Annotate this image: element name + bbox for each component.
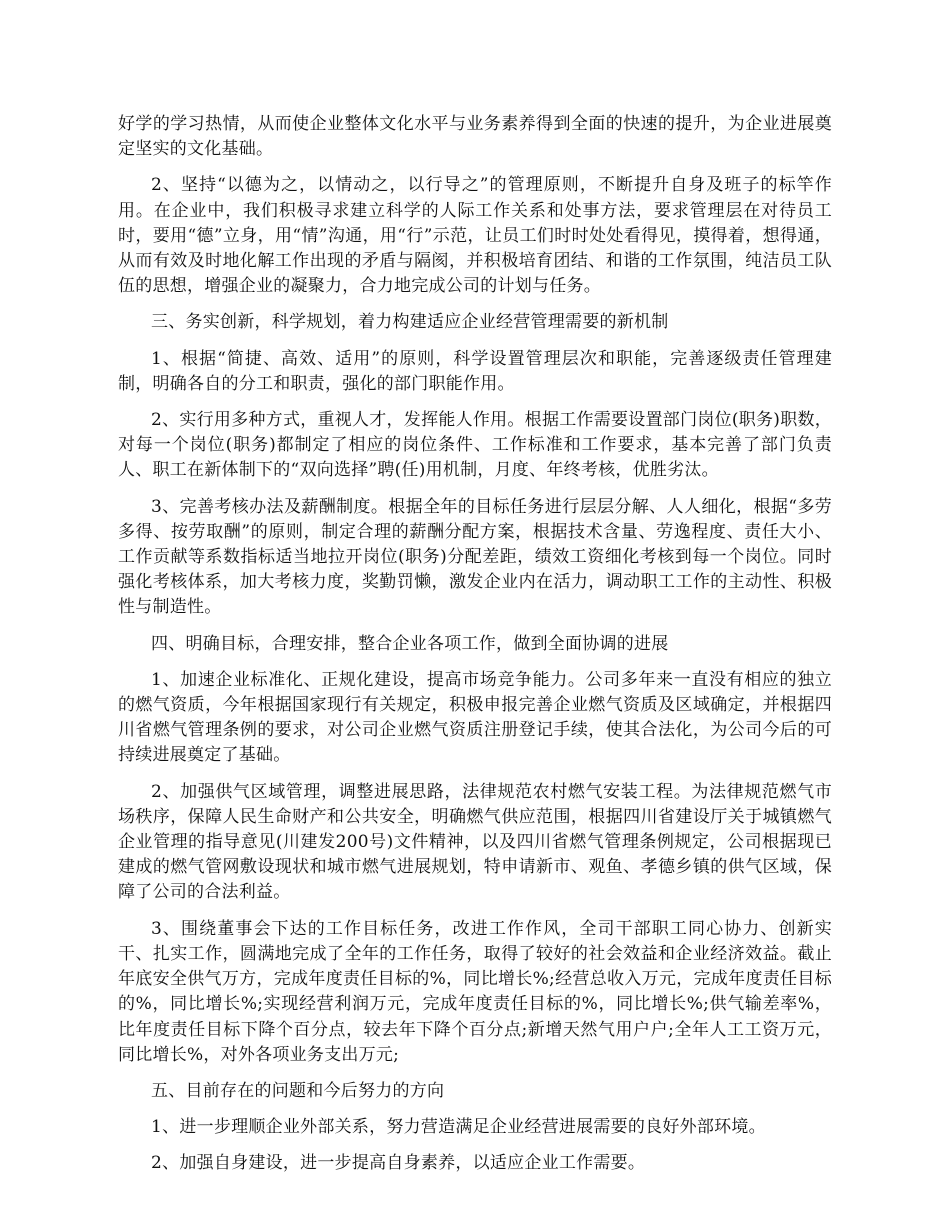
paragraph: 2、加强自身建设，进一步提高自身素养，以适应企业工作需要。 (151, 1153, 646, 1174)
document-body (118, 112, 832, 1188)
paragraph: 1、进一步理顺企业外部关系，努力营造满足企业经营进展需要的良好外部环境。 (151, 1117, 766, 1138)
paragraph: 2、加强供气区域管理，调整进展思路，法律规范农村燃气安装工程。为法律规范燃气市场秩序，保障人民生命财产和公共安全，明确燃气供应范围，根据四川省建设厅关于城镇燃气企业管理的指导意见(川建发200号)文件精神，以及四川省燃气管理条例规定，公司根据现已建成的燃气管网敷设现状和城市燃气进展规划，特申请新市、观鱼、孝德乡镇的供气区域，保障了公司的合法利益。 (118, 781, 832, 903)
paragraph: 好学的学习热情，从而使企业整体文化水平与业务素养得到全面的快速的提升，为企业进展奠定坚实的文化基础。 (118, 114, 832, 160)
paragraph: 1、加速企业标准化、正规化建设，提高市场竞争能力。公司多年来一直没有相应的独立的燃气资质，今年根据国家现行有关规定，积极申报完善企业燃气资质及区域确定，并根据四川省燃气管理条例的要求，对公司企业燃气资质注册登记手续，使其合法化，为公司今后的可持续进展奠定了基础。 (118, 669, 832, 766)
paragraph: 3、完善考核办法及薪酬制度。根据全年的目标任务进行层层分解、人人细化，根据“多劳多得、按劳取酬”的原则，制定合理的薪酬分配方案，根据技术含量、劳逸程度、责任大小、工作贡献等系数指标适当地拉开岗位(职务)分配差距，绩效工资细化考核到每一个岗位。同时强化考核体系，加大考核力度，奖勤罚懒，激发企业内在活力，调动职工工作的主动性、积极性与制造性。 (118, 496, 832, 618)
paragraph: 2、坚持“以德为之，以情动之，以行导之”的管理原则，不断提升自身及班子的标竿作用。在企业中，我们积极寻求建立科学的人际工作关系和处事方法，要求管理层在对待员工时，要用“德”立身，用“情”沟通，用“行”示范，让员工们时时处处看得见，摸得着，想得通，从而有效及时地化解工作出现的矛盾与隔阂，并积极培育团结、和谐的工作氛围，纯洁员工队伍的思想，增强企业的凝聚力，合力地完成公司的计划与任务。 (118, 175, 832, 297)
section-heading: 四、明确目标，合理安排，整合企业各项工作，做到全面协调的进展 (151, 633, 669, 654)
section-heading: 五、目前存在的问题和今后努力的方向 (151, 1080, 445, 1101)
section-heading: 三、务实创新，科学规划，着力构建适应企业经营管理需要的新机制 (151, 312, 669, 333)
paragraph: 1、根据“简捷、高效、适用”的原则，科学设置管理层次和职能，完善逐级责任管理建制，明确各自的分工和职责，强化的部门职能作用。 (118, 348, 832, 394)
paragraph: 2、实行用多种方式，重视人才，发挥能人作用。根据工作需要设置部门岗位(职务)职数，对每一个岗位(职务)都制定了相应的岗位条件、工作标准和工作要求，基本完善了部门负责人、职工在新体制下的“双向选择”聘(任)用机制，月度、年终考核，优胜劣汰。 (118, 410, 832, 481)
paragraph: 3、围绕董事会下达的工作目标任务，改进工作作风，全司干部职工同心协力、创新实干、扎实工作，圆满地完成了全年的工作任务，取得了较好的社会效益和企业经济效益。截止年底安全供气万方，完成年度责任目标的%，同比增长%;经营总收入万元，完成年度责任目标的%，同比增长%;实现经营利润万元，完成年度责任目标的%，同比增长%;供气输差率%，比年度责任目标下降个百分点，较去年下降个百分点;新增天然气用户户;全年人工工资万元，同比增长%，对外各项业务支出万元; (118, 918, 832, 1065)
